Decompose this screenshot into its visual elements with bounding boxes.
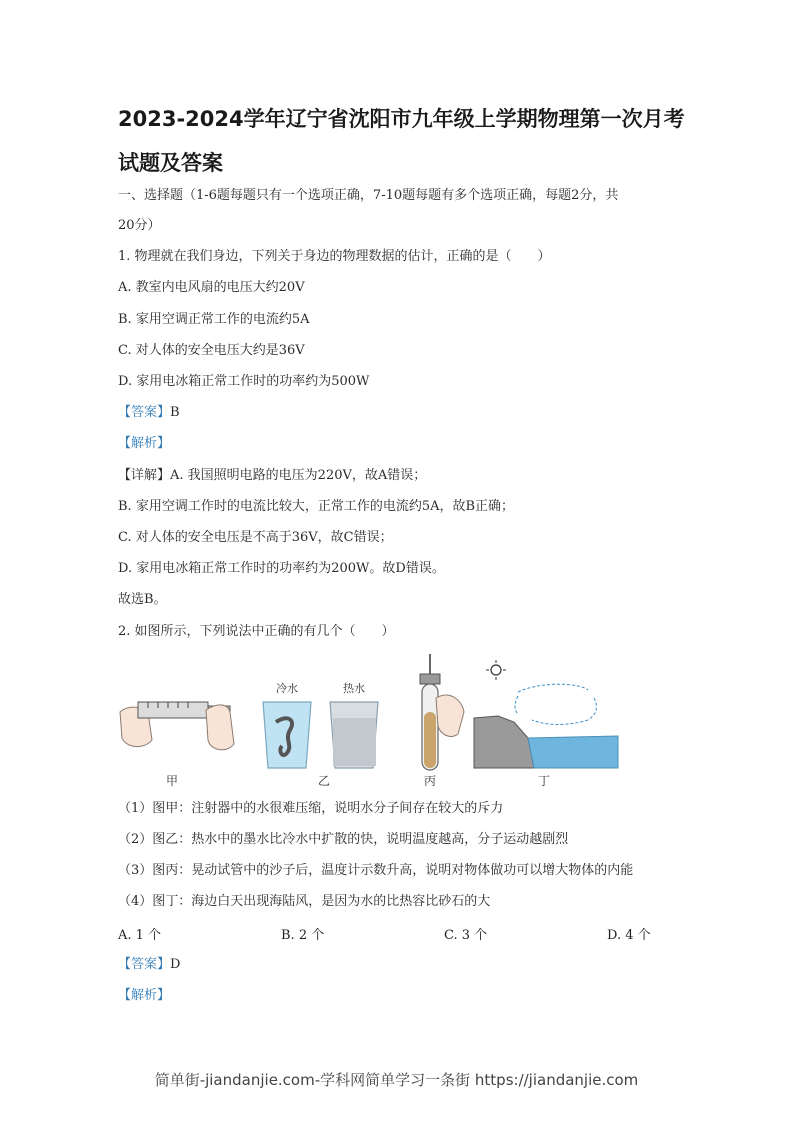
figure-caption-jia: 甲: [166, 774, 179, 788]
q2-analysis-tag: 【解析】: [118, 988, 171, 1003]
beaker-label-cold: 冷水: [276, 682, 298, 695]
q2-stem: 2. 如图所示，下列说法中正确的有几个（ ）: [118, 624, 395, 639]
q2-option-a: A. 1 个: [118, 928, 162, 943]
section-heading-line2: 20分）: [118, 218, 161, 233]
q2-option-b: B. 2 个: [281, 928, 325, 943]
q1-option-d: D. 家用电冰箱正常工作时的功率约为500W: [118, 374, 370, 389]
sun-icon: [491, 665, 501, 675]
beaker-hot-water: [330, 702, 378, 768]
q1-option-c: C. 对人体的安全电压大约是36V: [118, 343, 305, 358]
section-heading-line1: 一、选择题（1-6题每题只有一个选项正确，7-10题每题有多个选项正确，每题2分，共: [118, 188, 619, 203]
q2-answer-value: D: [170, 957, 181, 972]
syringe-illustration: [120, 702, 234, 750]
q2-option-c: C. 3 个: [444, 928, 488, 943]
q1-answer-value: B: [170, 405, 180, 420]
q2-statement-1: （1）图甲：注射器中的水很难压缩，说明水分子间存在较大的斥力: [118, 801, 504, 816]
test-tube-thermometer: [420, 654, 464, 770]
q1-detail-d: D. 家用电冰箱正常工作时的功率约为200W。故D错误。: [118, 561, 445, 576]
q1-option-a: A. 教室内电风扇的电压大约20V: [118, 280, 305, 295]
doc-title-line2: 试题及答案: [118, 151, 223, 175]
q1-detail-a: A. 我国照明电路的电压为220V，故A错误；: [170, 468, 427, 483]
q1-analysis-tag: 【解析】: [118, 436, 171, 451]
q2-option-d: D. 4 个: [607, 928, 651, 943]
sea-breeze-illustration: [474, 660, 618, 768]
q1-detail-b: B. 家用空调工作时的电流比较大，正常工作的电流约5A，故B正确；: [118, 499, 515, 514]
q2-answer-line: [118, 956, 180, 974]
figure-caption-ding: 丁: [538, 774, 551, 788]
q2-answer-tag: 【答案】: [118, 957, 171, 972]
q2-figure: [118, 650, 638, 790]
q2-figure-drawing: [118, 650, 638, 790]
figure-caption-bing: 丙: [424, 774, 437, 788]
beaker-cold-water: [263, 702, 311, 768]
q1-detail-c: C. 对人体的安全电压是不高于36V，故C错误；: [118, 530, 393, 545]
figure-caption-yi: 乙: [318, 774, 331, 788]
q1-answer-line: [118, 404, 180, 422]
q1-detail-line1: [118, 467, 426, 485]
q1-option-b: B. 家用空调正常工作的电流约5A: [118, 312, 310, 327]
q1-detail-tag: 【详解】: [118, 468, 171, 483]
q2-statement-4: （4）图丁：海边白天出现海陆风，是因为水的比热容比砂石的大: [118, 894, 491, 909]
q1-answer-tag: 【答案】: [118, 405, 171, 420]
doc-title-line1: 2023-2024学年辽宁省沈阳市九年级上学期物理第一次月考: [118, 107, 685, 131]
q1-stem: 1. 物理就在我们身边，下列关于身边的物理数据的估计，正确的是（ ）: [118, 249, 551, 264]
q1-conclusion: 故选B。: [118, 592, 167, 607]
q2-options-row: [118, 924, 678, 944]
q2-statement-2: （2）图乙：热水中的墨水比冷水中扩散的快，说明温度越高，分子运动越剧烈: [118, 832, 569, 847]
q2-statement-3: （3）图丙：晃动试管中的沙子后，温度计示数升高，说明对物体做功可以增大物体的内能: [118, 863, 634, 878]
beaker-label-hot: 热水: [343, 682, 365, 695]
page-footer: 简单街-jiandanjie.com-学科网简单学习一条街 https://jiandanjie.com: [154, 1071, 639, 1089]
